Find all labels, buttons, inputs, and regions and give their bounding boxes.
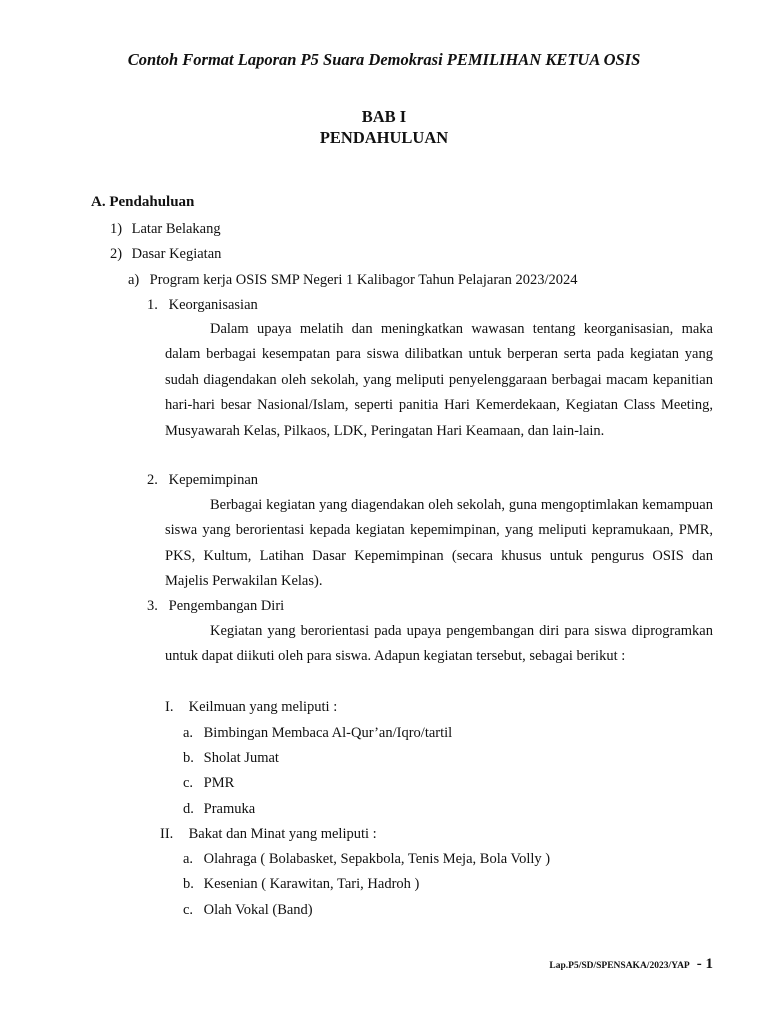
list-marker: b. [183, 750, 194, 766]
list-item-kepemimpinan [147, 470, 258, 490]
section-title: Pendahuluan [109, 194, 195, 210]
list-item-label: Kepemimpinan [168, 472, 259, 488]
list-item-text: Kesenian ( Karawitan, Tari, Hadroh ) [203, 876, 420, 892]
pengembangan-paragraph: Kegiatan yang berorientasi pada upaya pengembangan diri para siswa diprogramkan untuk dapat diikuti oleh para siswa. Adapun kegiatan tersebut, sebagai berikut : [165, 623, 713, 665]
list-item-latar-belakang [110, 219, 221, 239]
list-item-text: Olahraga ( Bolabasket, Sepakbola, Tenis Meja, Bola Volly ) [203, 851, 551, 867]
list-item [183, 849, 550, 869]
chapter-title: PENDAHULUAN [319, 128, 449, 147]
list-marker: d. [183, 801, 194, 817]
list-item-label: Latar Belakang [131, 221, 221, 237]
list-item [183, 748, 279, 768]
list-marker: a) [128, 272, 140, 288]
roman-marker: I. [165, 699, 174, 715]
list-marker: 2. [147, 472, 158, 488]
sublist-label: Bakat dan Minat yang meliputi : [188, 826, 377, 842]
keorganisasian-paragraph: Dalam upaya melatih dan meningkatkan wawasan tentang keorganisasian, maka dalam berbagai kesempatan para siswa dilibatkan untuk berperan serta pada kegiatan yang sudah diagendakan oleh sekolah, yang meliputi penyelenggaraan berbagai macam kepanitian hari-hari besar Nasional/Islam, seperti panitia Hari Kemerdekaan, Kegiatan Class Meeting, Musyawarah Kelas, Pilkaos, LDK, Peringatan Hari Keamaan, dan lain-lain. [165, 321, 713, 439]
list-marker: a. [183, 725, 194, 741]
list-item-program-kerja [128, 270, 578, 290]
list-marker: 2) [110, 246, 123, 262]
sublist-bakat-minat [160, 824, 377, 844]
footer-document-code: Lap.P5/SD/SPENSAKA/2023/YAP [549, 961, 690, 971]
list-item [183, 874, 419, 894]
list-item-label: Program kerja OSIS SMP Negeri 1 Kalibagor Tahun Pelajaran 2023/2024 [149, 272, 578, 288]
list-marker: 1. [147, 297, 158, 313]
list-item-dasar-kegiatan [110, 244, 221, 264]
list-item-label: Keorganisasian [168, 297, 258, 313]
list-marker: a. [183, 851, 194, 867]
kepemimpinan-paragraph: Berbagai kegiatan yang diagendakan oleh sekolah, guna mengoptimlakan kemampuan siswa yang berorientasi kepada kegiatan kepemimpinan, yang meliputi kepramukaan, PMR, PKS, Kultum, Latihan Dasar Kepemimpinan (secara khusus untuk pengurus OSIS dan Majelis Perwakilan Kelas). [165, 497, 713, 590]
list-marker: b. [183, 876, 194, 892]
list-item [183, 723, 452, 743]
page-number: - 1 [696, 956, 713, 972]
list-item [183, 799, 255, 819]
chapter-label: BAB I [361, 107, 407, 126]
list-item [183, 900, 313, 920]
page-footer [549, 955, 713, 973]
sublist-keilmuan [165, 697, 337, 717]
list-item-text: Olah Vokal (Band) [203, 902, 313, 918]
document-title: Contoh Format Laporan P5 Suara Demokrasi PEMILIHAN KETUA OSIS [127, 50, 641, 69]
list-marker: 3. [147, 598, 158, 614]
roman-marker: II. [160, 826, 174, 842]
list-item-label: Dasar Kegiatan [131, 246, 222, 262]
list-item-text: Sholat Jumat [203, 750, 279, 766]
section-marker: A. [91, 194, 106, 210]
list-item [183, 773, 234, 793]
list-item-text: Pramuka [203, 801, 256, 817]
chapter-heading [0, 106, 768, 148]
list-item-text: PMR [203, 775, 235, 791]
list-marker: c. [183, 775, 194, 791]
list-marker: 1) [110, 221, 123, 237]
list-item-label: Pengembangan Diri [168, 598, 285, 614]
section-a-heading [91, 194, 194, 211]
sublist-label: Keilmuan yang meliputi : [188, 699, 338, 715]
list-item-keorganisasian [147, 295, 258, 315]
list-item-text: Bimbingan Membaca Al-Qur’an/Iqro/tartil [203, 725, 453, 741]
list-item-pengembangan-diri [147, 596, 284, 616]
list-marker: c. [183, 902, 194, 918]
